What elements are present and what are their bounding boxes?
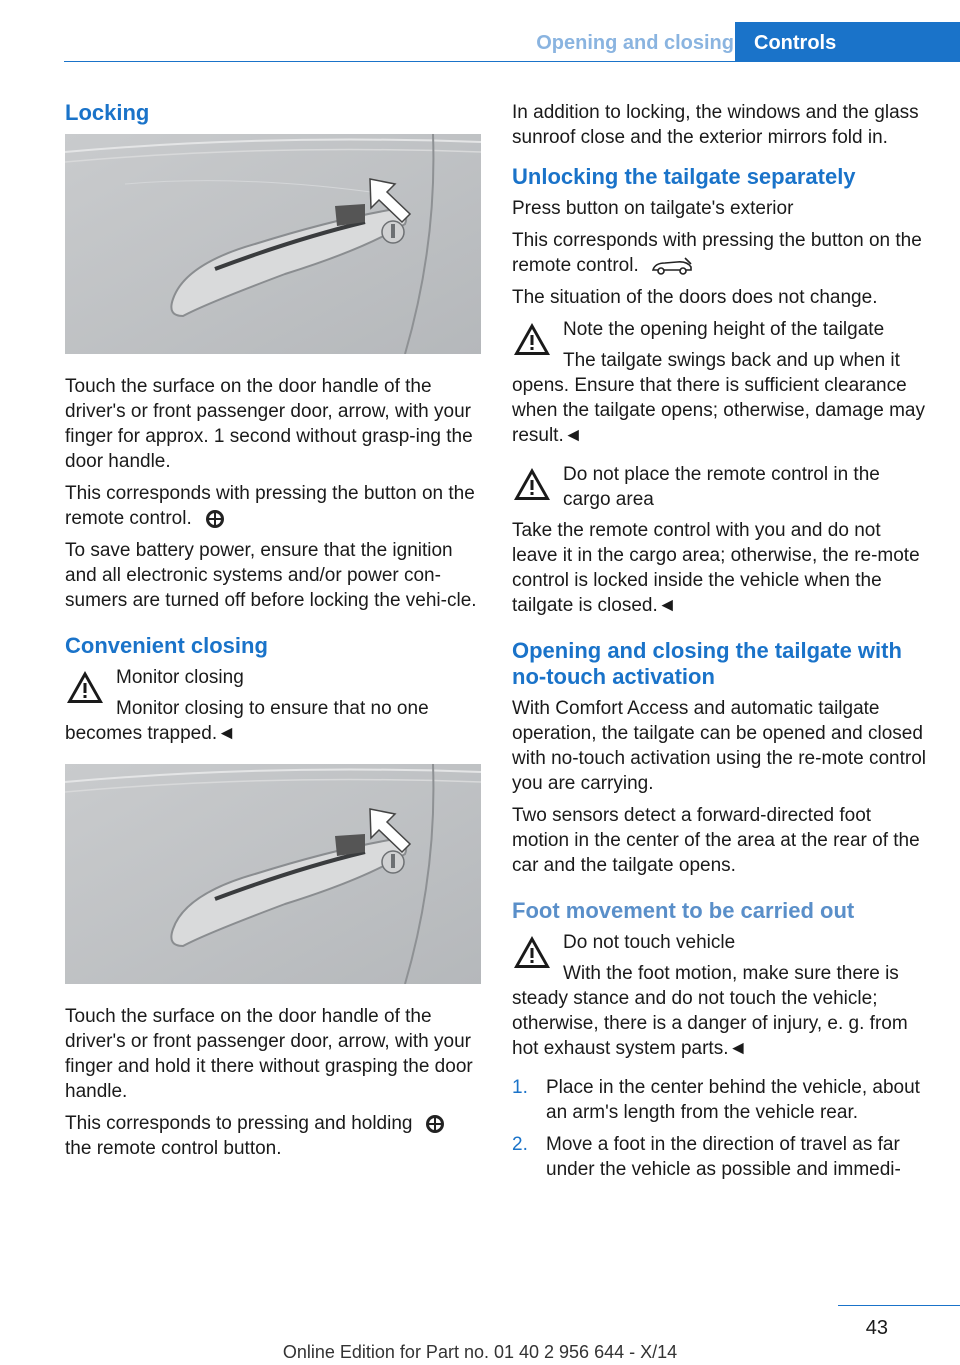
heading-convenient-closing: Convenient closing [65,633,268,658]
right-column [512,100,928,1189]
warning-triangle-icon [512,934,552,970]
door-handle-illustration-2 [65,764,481,984]
warning-body: The tailgate swings back and up when it opens. Ensure that there is sufficient clearance when the tailgate opens; otherwise, damage may result.◄ [512,350,925,446]
list-item [512,1132,928,1182]
remote-tailgate-button-icon [649,255,695,277]
closing-remote-text-a: This corresponds to pressing and holding [65,1113,413,1134]
warning-body: Monitor closing to ensure that no one becomes trapped.◄ [65,698,429,744]
warning-triangle-icon [65,669,105,705]
edition-footer: Online Edition for Part no. 01 40 2 956 644 - X/14 [282,1342,678,1362]
list-item [512,1075,928,1125]
warning-triangle-icon [512,321,552,357]
warning-triangle-icon [512,466,552,502]
page-header [0,0,960,62]
doors-unchanged: The situation of the doors does not change. [512,287,878,308]
sensors-description: Two sensors detect a forward-directed foot motion in the center of the area at the rear of the car and the tailgate opens. [512,805,920,876]
left-column [65,100,481,1168]
footer-rule [838,1305,960,1306]
heading-locking: Locking [65,100,150,125]
page-number: 43 [865,1317,888,1339]
foot-movement-steps [512,1075,928,1182]
step-text: Place in the center behind the vehicle, about an arm's length from the vehicle rear. [546,1077,920,1123]
battery-note: To save battery power, ensure that the ignition and all electronic systems and/or power con‐sumers are turned off before locking the vehi‐cle. [65,540,477,611]
locking-remote-note [65,481,481,531]
step-text: Move a foot in the direction of travel as far under the vehicle as possible and immedi‐ [546,1134,901,1180]
warning-monitor-closing [65,665,481,746]
locking-instruction: Touch the surface on the door handle of the driver's or front passenger door, arrow, with your finger for approx. 1 second without grasp‐ing the door handle. [65,376,473,472]
heading-no-touch: Opening and closing the tailgate with no-touch activation [512,638,902,689]
tailgate-remote-text: This corresponds with pressing the button on the remote control. [512,230,922,276]
heading-unlocking-tailgate: Unlocking the tailgate separately [512,164,856,189]
warning-body: Take the remote control with you and do not leave it in the cargo area; otherwise, the re‐mote control is locked inside the vehicle when the tailgate is closed.◄ [512,520,920,616]
warning-body: With the foot motion, make sure there is steady stance and do not touch the vehicle; otherwise, there is a danger of injury, e. g. from hot exhaust system parts.◄ [512,963,908,1059]
warning-title: Do not place the remote control in the cargo area [563,464,880,510]
warning-do-not-touch [512,930,928,1061]
step-number: 1. [512,1077,528,1098]
step-number: 2. [512,1134,528,1155]
heading-foot-movement: Foot movement to be carried out [512,898,855,923]
chapter-tab: Controls [735,22,960,62]
intro-paragraph: In addition to locking, the windows and the glass sunroof close and the exterior mirrors fold in. [512,102,919,148]
locking-remote-text: This corresponds with pressing the button on the remote control. [65,483,475,529]
remote-lock-button-icon [422,1113,448,1135]
no-touch-description: With Comfort Access and automatic tailgate operation, the tailgate can be opened and closed with no-touch activation using the re‐mote control you are carrying. [512,698,926,794]
section-title: Opening and closing [536,32,734,54]
closing-instruction: Touch the surface on the door handle of the driver's or front passenger door, arrow, with your finger and hold it there without grasping the door handle. [65,1006,473,1102]
closing-remote-note [65,1111,481,1161]
warning-title: Monitor closing [116,667,244,688]
warning-cargo-area [512,462,928,618]
door-handle-illustration-1 [65,134,481,354]
tailgate-remote-note [512,228,928,278]
warning-opening-height [512,317,928,448]
warning-title: Do not touch vehicle [563,932,736,953]
closing-remote-text-b: the remote control button. [65,1138,282,1159]
tailgate-press: Press button on tailgate's exterior [512,198,794,219]
remote-lock-button-icon [202,508,228,530]
header-rule [64,61,960,62]
warning-title: Note the opening height of the tailgate [563,319,885,340]
